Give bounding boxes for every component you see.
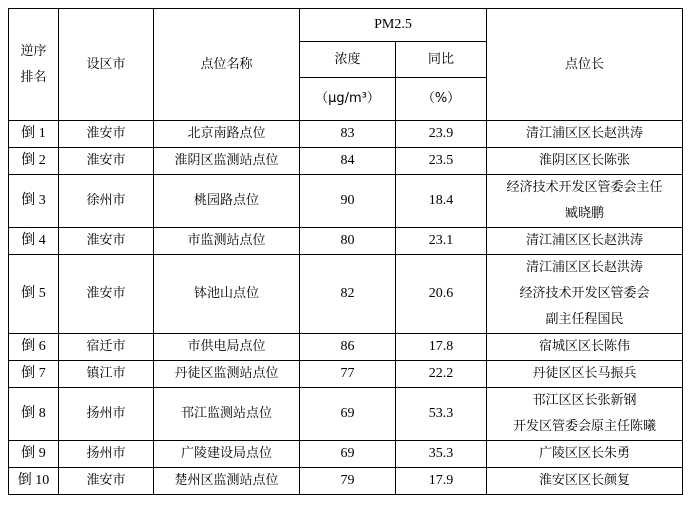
cell-city: 淮安市: [59, 468, 154, 495]
cell-site: 邗江监测站点位: [154, 388, 300, 441]
cell-concentration: 86: [300, 334, 396, 361]
header-yoy-unit: （%）: [396, 78, 487, 121]
cell-yoy: 17.8: [396, 334, 487, 361]
cell-leader: [487, 441, 683, 468]
cell-site: 广陵建设局点位: [154, 441, 300, 468]
header-pm25: PM2.5: [300, 9, 487, 42]
cell-city: 淮安市: [59, 121, 154, 148]
cell-yoy: 23.9: [396, 121, 487, 148]
header-yoy: 同比: [396, 42, 487, 78]
ranking-table: [8, 8, 683, 495]
cell-concentration: 90: [300, 175, 396, 228]
cell-site: 钵池山点位: [154, 255, 300, 334]
leader-line: 经济技术开发区管委会: [519, 286, 650, 301]
leader-line: 开发区管委会原主任陈曦: [512, 419, 656, 434]
header-concentration: 浓度: [300, 42, 396, 78]
cell-city: 淮安市: [59, 228, 154, 255]
cell-concentration: 83: [300, 121, 396, 148]
cell-site: 楚州区监测站点位: [154, 468, 300, 495]
cell-site: 淮阴区监测站点位: [154, 148, 300, 175]
table-header: [9, 9, 683, 121]
table-row: [9, 121, 683, 148]
header-rank: 逆序 排名: [9, 9, 59, 121]
cell-yoy: 23.1: [396, 228, 487, 255]
leader-line: 臧晓鹏: [564, 206, 604, 221]
table-body: [9, 121, 683, 495]
table-row: [9, 148, 683, 175]
cell-concentration: 69: [300, 441, 396, 468]
cell-concentration: 69: [300, 388, 396, 441]
cell-yoy: 22.2: [396, 361, 487, 388]
cell-leader: [487, 228, 683, 255]
header-leader: 点位长: [487, 9, 683, 121]
cell-site: 市监测站点位: [154, 228, 300, 255]
table-row: [9, 361, 683, 388]
table-row: [9, 175, 683, 228]
cell-city: 扬州市: [59, 441, 154, 468]
leader-line: 邗江区区长张新钢: [532, 393, 637, 408]
cell-rank: 倒 8: [9, 388, 59, 441]
leader-line: 淮阴区区长陈张: [538, 153, 630, 168]
cell-yoy: 18.4: [396, 175, 487, 228]
cell-leader: [487, 388, 683, 441]
cell-concentration: 80: [300, 228, 396, 255]
table-row: [9, 228, 683, 255]
leader-line: 经济技术开发区管委会主任: [506, 180, 663, 195]
cell-concentration: 84: [300, 148, 396, 175]
table-row: [9, 441, 683, 468]
cell-rank: 倒 10: [9, 468, 59, 495]
cell-concentration: 82: [300, 255, 396, 334]
cell-city: 镇江市: [59, 361, 154, 388]
cell-rank: 倒 3: [9, 175, 59, 228]
cell-rank: 倒 4: [9, 228, 59, 255]
leader-line: 清江浦区区长赵洪涛: [525, 260, 643, 275]
cell-leader: [487, 175, 683, 228]
cell-leader: [487, 334, 683, 361]
cell-city: 淮安市: [59, 255, 154, 334]
cell-city: 扬州市: [59, 388, 154, 441]
leader-line: 广陵区区长朱勇: [538, 446, 630, 461]
cell-rank: 倒 5: [9, 255, 59, 334]
cell-rank: 倒 9: [9, 441, 59, 468]
cell-leader: [487, 468, 683, 495]
header-concentration-unit: （μg/m³）: [300, 78, 396, 121]
cell-yoy: 23.5: [396, 148, 487, 175]
cell-city: 淮安市: [59, 148, 154, 175]
cell-site: 桃园路点位: [154, 175, 300, 228]
table-row: [9, 468, 683, 495]
cell-leader: [487, 255, 683, 334]
header-city: 设区市: [59, 9, 154, 121]
table-row: [9, 334, 683, 361]
cell-rank: 倒 1: [9, 121, 59, 148]
leader-line: 宿城区区长陈伟: [538, 339, 630, 354]
cell-yoy: 53.3: [396, 388, 487, 441]
cell-rank: 倒 2: [9, 148, 59, 175]
cell-site: 丹徒区监测站点位: [154, 361, 300, 388]
cell-leader: [487, 148, 683, 175]
cell-rank: 倒 6: [9, 334, 59, 361]
table-row: [9, 388, 683, 441]
leader-line: 清江浦区区长赵洪涛: [525, 233, 643, 248]
cell-yoy: 20.6: [396, 255, 487, 334]
cell-city: 徐州市: [59, 175, 154, 228]
leader-line: 副主任程国民: [545, 312, 624, 327]
cell-yoy: 35.3: [396, 441, 487, 468]
leader-line: 丹徒区区长马振兵: [532, 366, 637, 381]
cell-city: 宿迁市: [59, 334, 154, 361]
leader-line: 清江浦区区长赵洪涛: [525, 126, 643, 141]
table-row: [9, 255, 683, 334]
cell-yoy: 17.9: [396, 468, 487, 495]
cell-concentration: 77: [300, 361, 396, 388]
cell-concentration: 79: [300, 468, 396, 495]
cell-leader: [487, 121, 683, 148]
cell-leader: [487, 361, 683, 388]
leader-line: 淮安区区长颜复: [538, 473, 630, 488]
cell-site: 市供电局点位: [154, 334, 300, 361]
cell-site: 北京南路点位: [154, 121, 300, 148]
cell-rank: 倒 7: [9, 361, 59, 388]
header-site: 点位名称: [154, 9, 300, 121]
